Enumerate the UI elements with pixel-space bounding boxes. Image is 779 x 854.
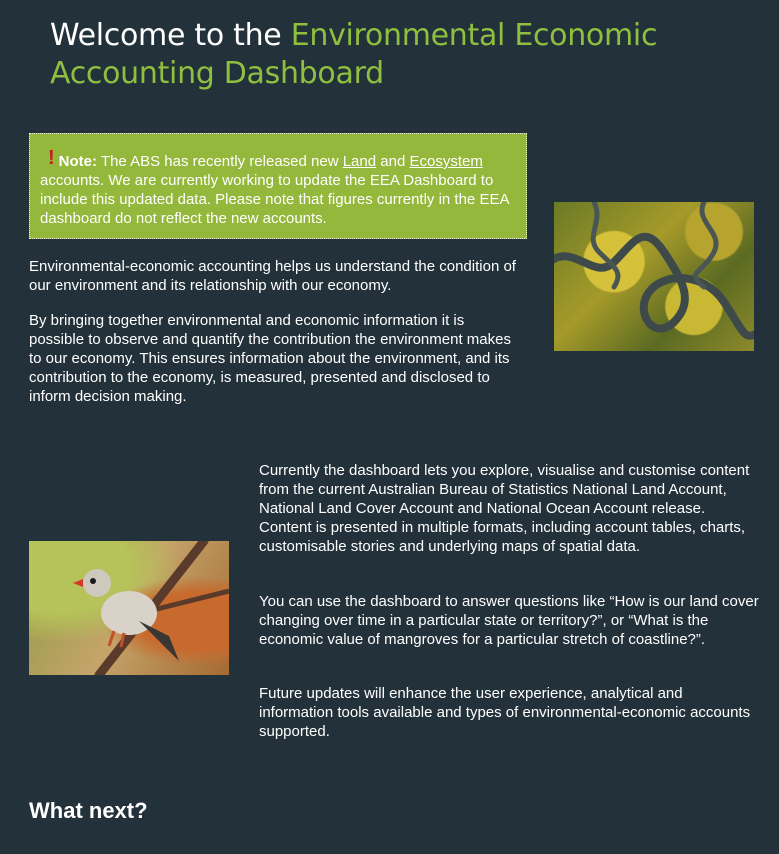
title-accent: Environmental Economic Accounting Dashboard: [50, 18, 658, 91]
alert-icon: !: [48, 147, 55, 169]
note-label: Note:: [58, 153, 97, 170]
river-illustration: [554, 202, 754, 351]
what-next-heading: What next?: [29, 798, 148, 823]
dashboard-paragraph-3: Future updates will enhance the user experience, analytical and information tools available and types of environmental-economic accounts supported.: [259, 685, 751, 740]
intro-paragraph-2: By bringing together environmental and economic information it is possible to observe and quantify the contribution the environment makes to our economy. This ensures information about the environment, and its contribution to the economy, is measured, presented and disclosed to inform decision making.: [29, 312, 511, 405]
dashboard-paragraph-2: You can use the dashboard to answer questions like “How is our land cover changing over time in a particular state or territory?”, or “What is the economic value of mangroves for a particular stretch of coastline?”.: [259, 593, 759, 648]
page-title: [50, 17, 750, 93]
note-text-before: The ABS has recently released new: [100, 153, 339, 170]
bird-illustration: [29, 541, 229, 675]
note-text-after: accounts. We are currently working to update the EEA Dashboard to include this updated data. Please note that figures currently in the EEA dashboard do not reflect the new accounts.: [40, 172, 509, 227]
update-notice: [29, 133, 527, 239]
river-aerial-image: [554, 202, 754, 351]
dashboard-paragraph-1: Currently the dashboard lets you explore, visualise and customise content from the current Australian Bureau of Statistics National Land Account, National Land Cover Account and National Ocean Account release. Content is presented in multiple formats, including account tables, charts, customisable stories and underlying maps of spatial data.: [259, 462, 750, 555]
intro-paragraph-1: Environmental-economic accounting helps us understand the condition of our environment and its relationship with our economy.: [29, 258, 516, 294]
title-prefix: Welcome to the: [50, 18, 282, 53]
finch-photo: [29, 541, 229, 675]
note-and: and: [380, 153, 406, 170]
land-link[interactable]: Land: [342, 153, 377, 170]
ecosystem-link[interactable]: Ecosystem: [409, 153, 483, 170]
